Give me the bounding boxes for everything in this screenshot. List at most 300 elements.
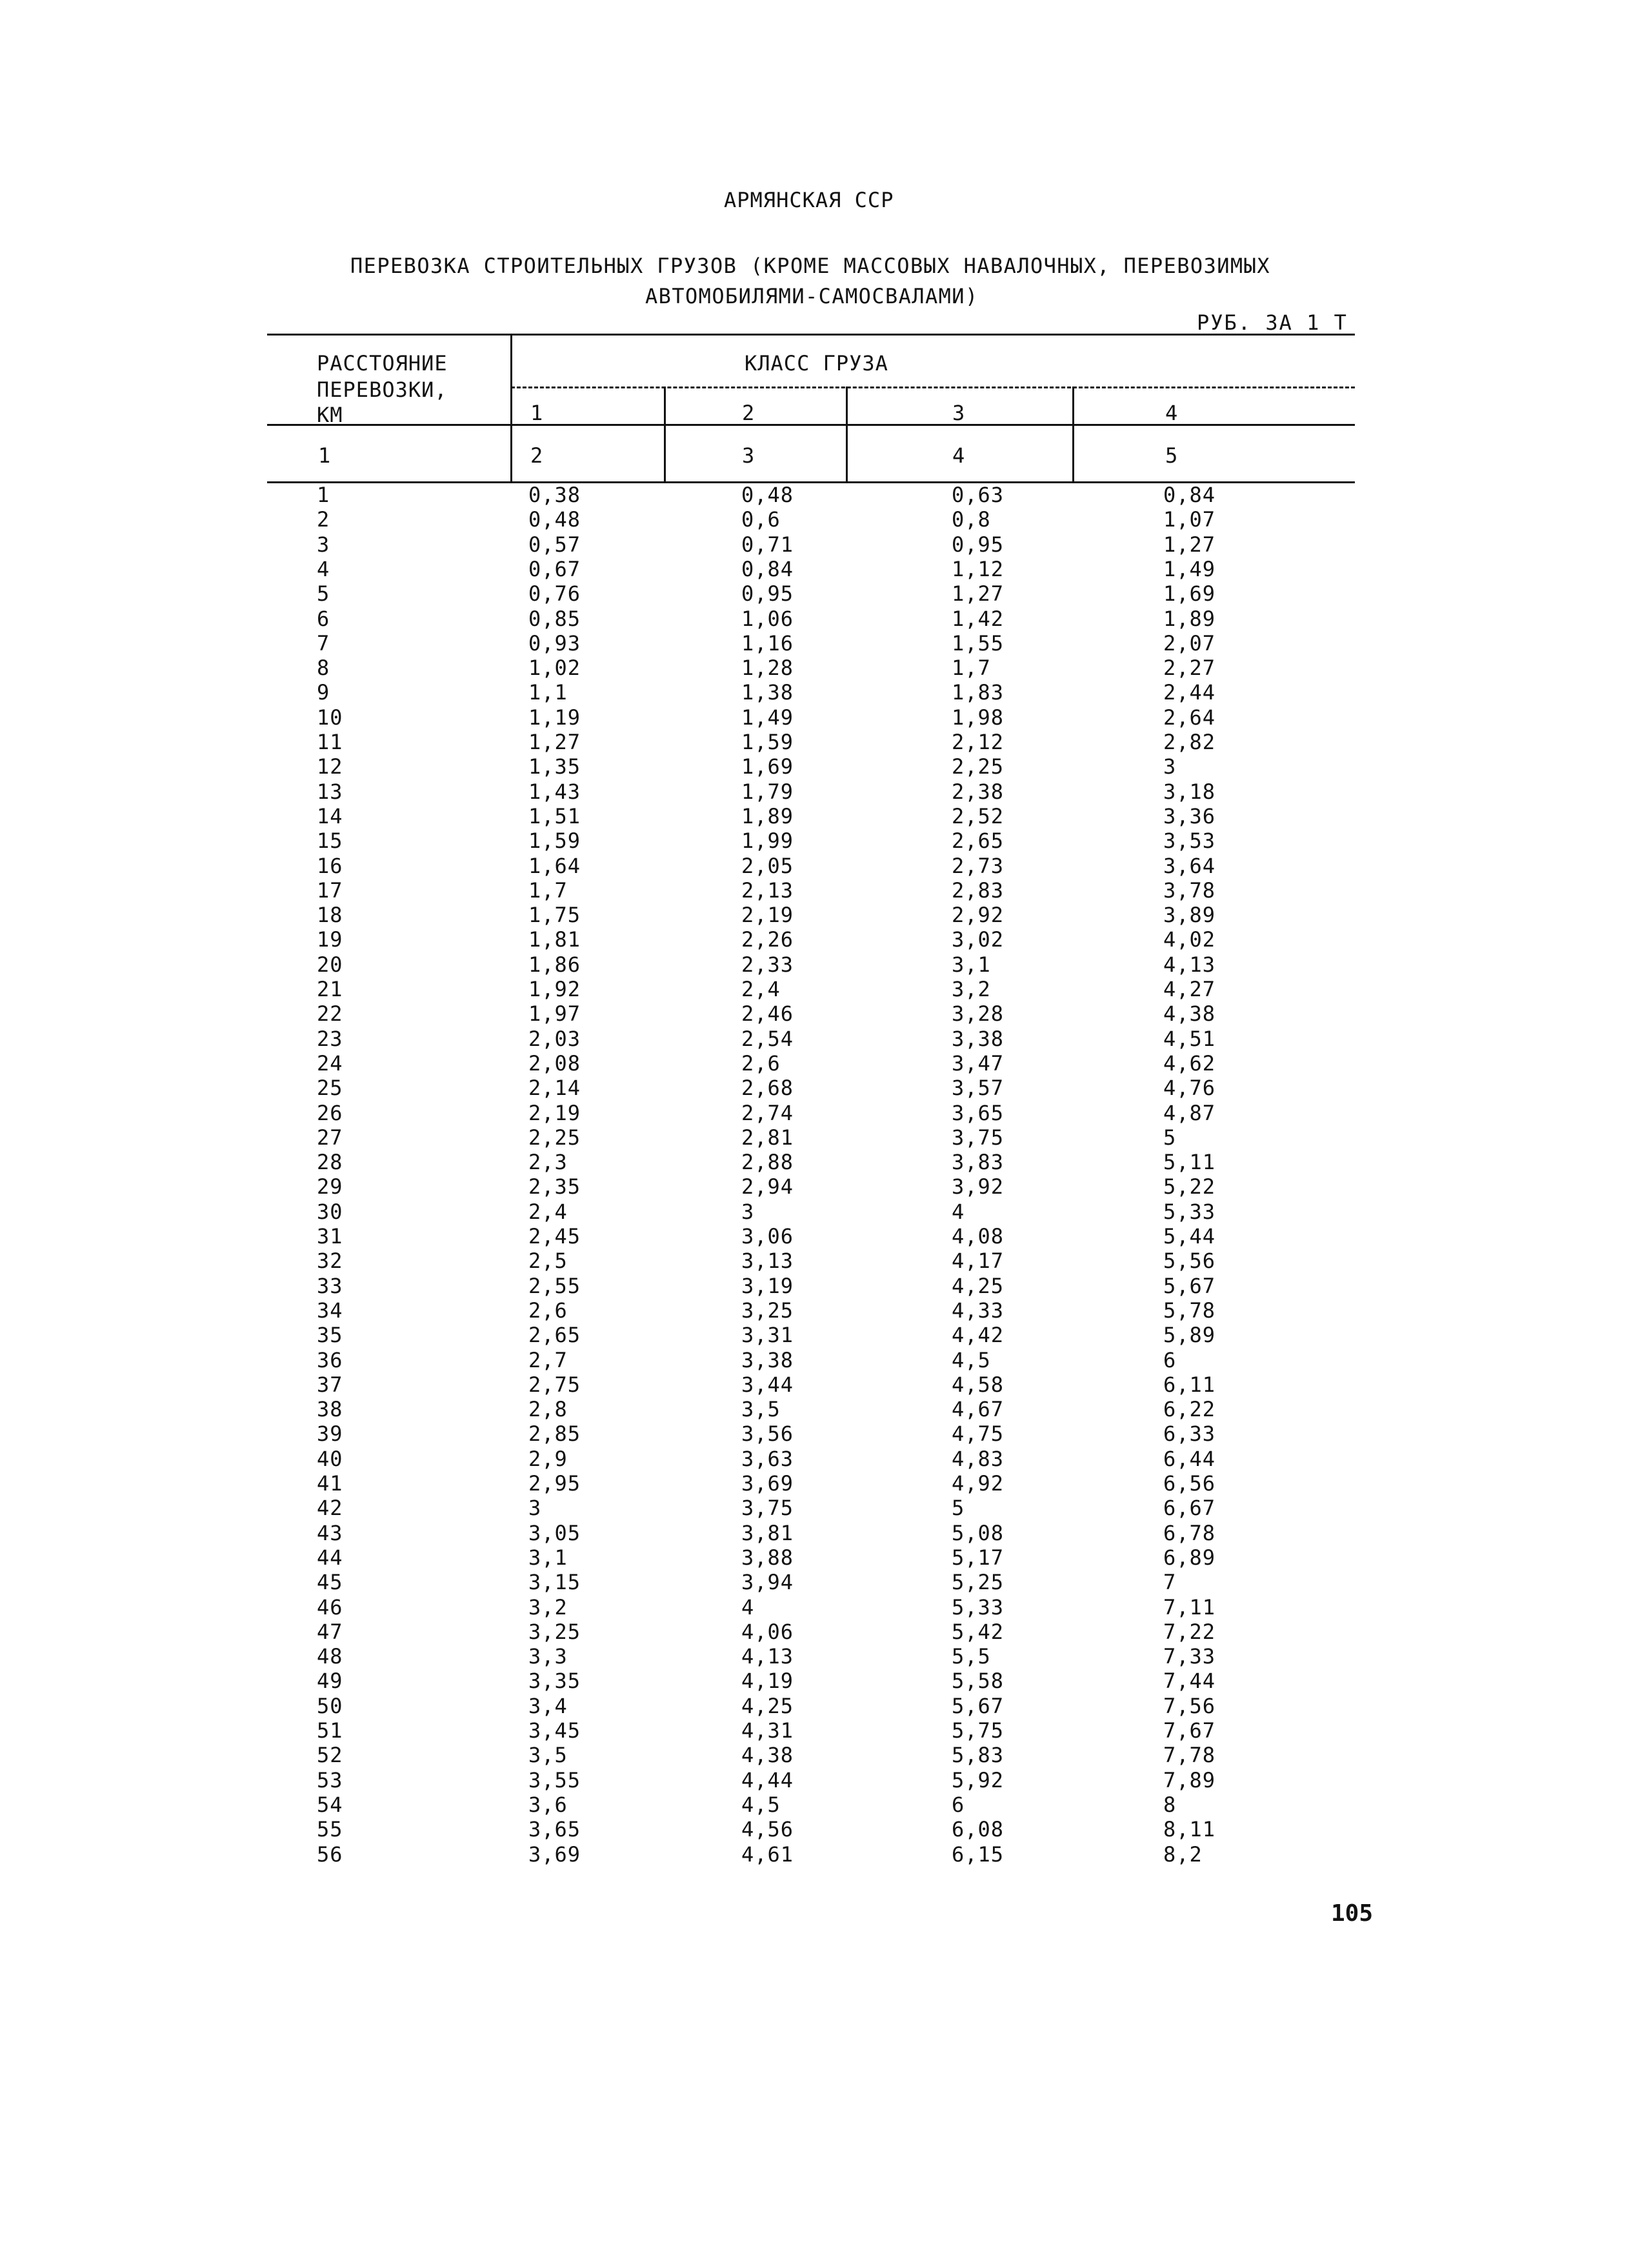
class-4-rate-cell: 5,89 [1163, 1323, 1216, 1348]
class-3-rate-cell: 3,2 [952, 977, 991, 1001]
class-3-rate-cell: 2,25 [952, 754, 1005, 779]
distance-cell: 44 [317, 1545, 343, 1570]
class-3-rate-cell: 5,67 [952, 1693, 1005, 1718]
class-2-rate-cell: 3,31 [741, 1323, 794, 1348]
class-3-rate-cell: 4,92 [952, 1471, 1005, 1496]
table-row [0, 1570, 1651, 1594]
table-row [0, 1249, 1651, 1273]
table-top-rule [267, 334, 1355, 336]
table-row [0, 1545, 1651, 1570]
class-1-rate-cell: 3,2 [528, 1594, 568, 1620]
class-3-rate-cell: 0,63 [952, 483, 1005, 507]
class-2-rate-cell: 1,49 [741, 705, 794, 730]
class-4-rate-cell: 6,33 [1163, 1421, 1216, 1447]
distance-cell: 21 [317, 977, 343, 1001]
class-1-rate-cell: 2,3 [528, 1150, 568, 1175]
class-4-rate-cell: 6,44 [1163, 1446, 1216, 1471]
distance-cell: 38 [317, 1397, 343, 1422]
class-1-rate-cell: 3,55 [528, 1767, 581, 1792]
class-4-rate-cell: 7,89 [1163, 1767, 1216, 1792]
table-row [0, 1372, 1651, 1397]
class-2-rate-cell: 3,75 [741, 1496, 794, 1521]
class-2-rate-cell: 0,84 [741, 556, 794, 581]
class-1-rate-cell: 2,6 [528, 1298, 568, 1323]
distance-cell: 37 [317, 1372, 343, 1397]
distance-cell: 35 [317, 1323, 343, 1348]
class-3-rate-cell: 4,75 [952, 1421, 1005, 1447]
column-number-3: 3 [742, 443, 755, 468]
page-number: 105 [1331, 1900, 1374, 1927]
class-2-rate-cell: 1,16 [741, 630, 794, 656]
class-1-rate-cell: 2,19 [528, 1100, 581, 1125]
class-2-rate-cell: 4,19 [741, 1669, 794, 1694]
distance-cell: 4 [317, 556, 330, 581]
table-row [0, 754, 1651, 779]
distance-cell: 55 [317, 1817, 343, 1842]
distance-cell: 23 [317, 1026, 343, 1051]
class-4-rate-cell: 7,78 [1163, 1743, 1216, 1768]
class-3-rate-cell: 6,08 [952, 1817, 1005, 1842]
class-3-rate-cell: 5,92 [952, 1767, 1005, 1792]
class-1-rate-cell: 3,4 [528, 1693, 568, 1718]
class-3-rate-cell: 5,42 [952, 1619, 1005, 1644]
class-2-rate-cell: 3,94 [741, 1570, 794, 1595]
distance-cell: 41 [317, 1471, 343, 1496]
class-4-rate-cell: 4,51 [1163, 1026, 1216, 1051]
distance-cell: 42 [317, 1496, 343, 1521]
class-2-rate-cell: 4,56 [741, 1817, 794, 1842]
class-1-rate-cell: 1,02 [528, 656, 581, 681]
class-2-rate-cell: 3,06 [741, 1224, 794, 1249]
table-row [0, 1348, 1651, 1372]
distance-cell: 30 [317, 1199, 343, 1224]
table-row [0, 1842, 1651, 1867]
class-4-rate-cell: 2,44 [1163, 680, 1216, 705]
document-title-line-1: ПЕРЕВОЗКА СТРОИТЕЛЬНЫХ ГРУЗОВ (КРОМЕ МАССОВЫХ НАВАЛОЧНЫХ, ПЕРЕВОЗИМЫХ [350, 254, 1270, 278]
class-2-rate-cell: 3,56 [741, 1421, 794, 1447]
class-4-rate-cell: 5,33 [1163, 1199, 1216, 1224]
class-1-rate-cell: 3,6 [528, 1792, 568, 1817]
class-3-rate-cell: 3,28 [952, 1001, 1005, 1027]
distance-cell: 45 [317, 1570, 343, 1595]
class-2-rate-cell: 4,13 [741, 1644, 794, 1669]
class-2-rate-cell: 1,28 [741, 656, 794, 681]
class-2-rate-cell: 3,38 [741, 1347, 794, 1372]
class-1-rate-cell: 0,93 [528, 630, 581, 656]
distance-cell: 13 [317, 779, 343, 804]
class-2-rate-cell: 1,69 [741, 754, 794, 779]
class-3-rate-cell: 2,38 [952, 779, 1005, 804]
class-label-4: 4 [1165, 401, 1179, 425]
class-3-rate-cell: 5,75 [952, 1718, 1005, 1743]
table-row [0, 1323, 1651, 1347]
class-2-rate-cell: 2,13 [741, 878, 794, 903]
table-row [0, 878, 1651, 903]
class-1-rate-cell: 2,75 [528, 1372, 581, 1397]
class-4-rate-cell: 3 [1163, 754, 1177, 779]
table-row [0, 1421, 1651, 1446]
class-1-rate-cell: 1,7 [528, 878, 568, 903]
distance-cell: 24 [317, 1050, 343, 1076]
class-3-rate-cell: 5,83 [952, 1743, 1005, 1768]
table-row [0, 828, 1651, 853]
distance-cell: 47 [317, 1619, 343, 1644]
column-number-4: 4 [952, 443, 966, 468]
unit-label: РУБ. ЗА 1 Т [1197, 310, 1348, 335]
table-row [0, 1817, 1651, 1841]
table-row [0, 631, 1651, 656]
distance-cell: 10 [317, 705, 343, 730]
class-3-rate-cell: 6,15 [952, 1841, 1005, 1867]
table-row [0, 656, 1651, 680]
class-4-rate-cell: 5,44 [1163, 1224, 1216, 1249]
class-4-rate-cell: 6,56 [1163, 1471, 1216, 1496]
distance-cell: 40 [317, 1446, 343, 1471]
class-4-rate-cell: 6,67 [1163, 1496, 1216, 1521]
class-4-rate-cell: 4,62 [1163, 1050, 1216, 1076]
class-1-rate-cell: 2,55 [528, 1273, 581, 1298]
class-1-rate-cell: 2,4 [528, 1199, 568, 1224]
class-2-rate-cell: 2,54 [741, 1026, 794, 1051]
cargo-class-header: КЛАСС ГРУЗА [745, 351, 888, 376]
class-label-3: 3 [952, 401, 966, 425]
class-2-rate-cell: 4,44 [741, 1767, 794, 1792]
distance-cell: 50 [317, 1693, 343, 1718]
class-4-rate-cell: 6,11 [1163, 1372, 1216, 1397]
class-4-rate-cell: 3,78 [1163, 878, 1216, 903]
class-2-rate-cell: 2,88 [741, 1150, 794, 1175]
class-4-rate-cell: 3,53 [1163, 828, 1216, 854]
class-1-rate-cell: 0,38 [528, 483, 581, 507]
class-2-rate-cell: 1,89 [741, 803, 794, 828]
distance-cell: 1 [317, 483, 330, 507]
class-2-rate-cell: 4,38 [741, 1743, 794, 1768]
class-2-rate-cell: 3,25 [741, 1298, 794, 1323]
class-2-rate-cell: 0,71 [741, 532, 794, 557]
table-row [0, 1125, 1651, 1150]
class-1-rate-cell: 3,25 [528, 1619, 581, 1644]
class-3-rate-cell: 3,57 [952, 1076, 1005, 1101]
class-3-rate-cell: 5,17 [952, 1545, 1005, 1570]
class-2-rate-cell: 0,95 [741, 581, 794, 607]
distance-cell: 51 [317, 1718, 343, 1743]
distance-cell: 36 [317, 1347, 343, 1372]
class-1-rate-cell: 2,25 [528, 1125, 581, 1150]
class-1-rate-cell: 3,65 [528, 1817, 581, 1842]
distance-cell: 33 [317, 1273, 343, 1298]
table-row [0, 1496, 1651, 1520]
distance-cell: 39 [317, 1421, 343, 1447]
distance-cell: 43 [317, 1520, 343, 1545]
class-3-rate-cell: 1,98 [952, 705, 1005, 730]
class-2-rate-cell: 3,44 [741, 1372, 794, 1397]
class-3-rate-cell: 4,33 [952, 1298, 1005, 1323]
table-row [0, 1768, 1651, 1792]
class-2-rate-cell: 2,33 [741, 952, 794, 977]
class-4-rate-cell: 8 [1163, 1792, 1177, 1817]
class-2-rate-cell: 3,88 [741, 1545, 794, 1570]
distance-cell: 20 [317, 952, 343, 977]
table-row [0, 1792, 1651, 1817]
distance-cell: 16 [317, 853, 343, 878]
table-row [0, 1224, 1651, 1249]
class-2-rate-cell: 2,94 [741, 1174, 794, 1199]
class-4-rate-cell: 7,56 [1163, 1693, 1216, 1718]
class-4-rate-cell: 5 [1163, 1125, 1177, 1150]
table-row [0, 680, 1651, 705]
class-4-rate-cell: 2,27 [1163, 656, 1216, 681]
distance-cell: 27 [317, 1125, 343, 1150]
table-row [0, 1076, 1651, 1100]
class-3-rate-cell: 5,08 [952, 1520, 1005, 1545]
class-2-rate-cell: 4,31 [741, 1718, 794, 1743]
class-1-rate-cell: 2,03 [528, 1026, 581, 1051]
class-4-rate-cell: 3,64 [1163, 853, 1216, 878]
class-2-rate-cell: 4,5 [741, 1792, 781, 1817]
table-row [0, 1743, 1651, 1767]
table-row [0, 483, 1651, 507]
class-divider-2-3 [846, 386, 848, 483]
class-4-rate-cell: 4,76 [1163, 1076, 1216, 1101]
class-1-rate-cell: 3 [528, 1496, 542, 1521]
class-1-rate-cell: 1,86 [528, 952, 581, 977]
distance-cell: 25 [317, 1076, 343, 1101]
class-1-rate-cell: 1,1 [528, 680, 568, 705]
class-1-rate-cell: 2,9 [528, 1446, 568, 1471]
region-title: АРМЯНСКАЯ ССР [724, 188, 894, 212]
class-4-rate-cell: 6 [1163, 1347, 1177, 1372]
class-label-2: 2 [742, 401, 755, 425]
table-row [0, 1471, 1651, 1496]
class-2-rate-cell: 2,6 [741, 1050, 781, 1076]
distance-cell: 14 [317, 803, 343, 828]
class-4-rate-cell: 8,11 [1163, 1817, 1216, 1842]
table-row [0, 1694, 1651, 1718]
class-4-rate-cell: 4,38 [1163, 1001, 1216, 1027]
distance-cell: 17 [317, 878, 343, 903]
class-4-rate-cell: 7 [1163, 1570, 1177, 1595]
class-4-rate-cell: 4,27 [1163, 977, 1216, 1001]
class-1-rate-cell: 0,76 [528, 581, 581, 607]
distance-cell: 5 [317, 581, 330, 607]
class-2-rate-cell: 0,48 [741, 483, 794, 507]
distance-cell: 8 [317, 656, 330, 681]
class-4-rate-cell: 7,22 [1163, 1619, 1216, 1644]
distance-cell: 29 [317, 1174, 343, 1199]
distance-cell: 53 [317, 1767, 343, 1792]
class-1-rate-cell: 3,69 [528, 1841, 581, 1867]
class-4-rate-cell: 2,82 [1163, 730, 1216, 754]
distance-cell: 3 [317, 532, 330, 557]
class-4-rate-cell: 1,07 [1163, 507, 1216, 532]
class-3-rate-cell: 2,73 [952, 853, 1005, 878]
class-3-rate-cell: 4,08 [952, 1224, 1005, 1249]
class-1-rate-cell: 0,67 [528, 556, 581, 581]
table-row [0, 977, 1651, 1001]
class-4-rate-cell: 7,11 [1163, 1594, 1216, 1620]
table-row [0, 1447, 1651, 1471]
class-1-rate-cell: 2,8 [528, 1397, 568, 1422]
class-2-rate-cell: 3,5 [741, 1397, 781, 1422]
class-4-rate-cell: 5,11 [1163, 1150, 1216, 1175]
class-3-rate-cell: 1,12 [952, 556, 1005, 581]
class-4-rate-cell: 5,78 [1163, 1298, 1216, 1323]
table-row [0, 779, 1651, 804]
distance-cell: 28 [317, 1150, 343, 1175]
class-1-rate-cell: 2,08 [528, 1050, 581, 1076]
class-3-rate-cell: 5,58 [952, 1669, 1005, 1694]
table-row [0, 952, 1651, 977]
class-1-rate-cell: 2,95 [528, 1471, 581, 1496]
class-4-rate-cell: 0,84 [1163, 483, 1216, 507]
class-1-rate-cell: 0,57 [528, 532, 581, 557]
class-4-rate-cell: 1,27 [1163, 532, 1216, 557]
class-3-rate-cell: 4 [952, 1199, 965, 1224]
distance-cell: 6 [317, 606, 330, 631]
class-4-rate-cell: 6,78 [1163, 1520, 1216, 1545]
class-2-rate-cell: 2,05 [741, 853, 794, 878]
class-1-rate-cell: 1,35 [528, 754, 581, 779]
class-3-rate-cell: 2,83 [952, 878, 1005, 903]
class-4-rate-cell: 4,13 [1163, 952, 1216, 977]
class-divider-1-2 [664, 386, 666, 483]
table-row [0, 854, 1651, 878]
class-3-rate-cell: 6 [952, 1792, 965, 1817]
class-2-rate-cell: 3,13 [741, 1249, 794, 1274]
class-1-rate-cell: 3,1 [528, 1545, 568, 1570]
table-row [0, 1669, 1651, 1693]
class-4-rate-cell: 1,69 [1163, 581, 1216, 607]
class-3-rate-cell: 3,83 [952, 1150, 1005, 1175]
class-1-rate-cell: 2,65 [528, 1323, 581, 1348]
class-1-rate-cell: 1,81 [528, 927, 581, 952]
class-2-rate-cell: 4 [741, 1594, 755, 1620]
class-1-rate-cell: 0,48 [528, 507, 581, 532]
class-4-rate-cell: 6,89 [1163, 1545, 1216, 1570]
class-4-rate-cell: 6,22 [1163, 1397, 1216, 1422]
class-3-rate-cell: 2,12 [952, 730, 1005, 754]
distance-cell: 11 [317, 730, 343, 754]
table-row [0, 1595, 1651, 1620]
class-2-rate-cell: 4,25 [741, 1693, 794, 1718]
class-3-rate-cell: 0,95 [952, 532, 1005, 557]
distance-cell: 48 [317, 1644, 343, 1669]
distance-cell: 26 [317, 1100, 343, 1125]
distance-header-line-1: РАССТОЯНИЕ [317, 351, 448, 376]
class-2-rate-cell: 1,59 [741, 730, 794, 754]
distance-cell: 31 [317, 1224, 343, 1249]
class-3-rate-cell: 3,38 [952, 1026, 1005, 1051]
column-number-1: 1 [318, 443, 332, 468]
class-3-rate-cell: 4,67 [952, 1397, 1005, 1422]
class-1-rate-cell: 1,19 [528, 705, 581, 730]
class-2-rate-cell: 1,99 [741, 828, 794, 854]
class-3-rate-cell: 3,75 [952, 1125, 1005, 1150]
class-4-rate-cell: 1,49 [1163, 556, 1216, 581]
class-1-rate-cell: 2,14 [528, 1076, 581, 1101]
class-2-rate-cell: 2,81 [741, 1125, 794, 1150]
table-row [0, 1298, 1651, 1323]
class-3-rate-cell: 5 [952, 1496, 965, 1521]
class-4-rate-cell: 1,89 [1163, 606, 1216, 631]
distance-cell: 46 [317, 1594, 343, 1620]
distance-cell: 2 [317, 507, 330, 532]
table-row [0, 1027, 1651, 1051]
class-2-rate-cell: 0,6 [741, 507, 781, 532]
class-3-rate-cell: 1,55 [952, 630, 1005, 656]
class-header-dashed-rule [511, 386, 1355, 388]
column-number-2: 2 [530, 443, 544, 468]
class-2-rate-cell: 2,19 [741, 903, 794, 928]
class-1-rate-cell: 1,27 [528, 730, 581, 754]
class-4-rate-cell: 4,02 [1163, 927, 1216, 952]
table-row [0, 927, 1651, 952]
class-3-rate-cell: 5,25 [952, 1570, 1005, 1595]
class-3-rate-cell: 1,27 [952, 581, 1005, 607]
distance-cell: 54 [317, 1792, 343, 1817]
class-2-rate-cell: 2,74 [741, 1100, 794, 1125]
class-3-rate-cell: 2,65 [952, 828, 1005, 854]
header-bottom-rule [267, 424, 1355, 426]
table-row [0, 730, 1651, 754]
class-2-rate-cell: 1,06 [741, 606, 794, 631]
class-2-rate-cell: 4,06 [741, 1619, 794, 1644]
class-4-rate-cell: 3,89 [1163, 903, 1216, 928]
table-row [0, 1521, 1651, 1545]
distance-header-line-3: КМ [317, 403, 343, 427]
class-1-rate-cell: 3,5 [528, 1743, 568, 1768]
class-3-rate-cell: 0,8 [952, 507, 991, 532]
table-row [0, 557, 1651, 581]
class-3-rate-cell: 1,83 [952, 680, 1005, 705]
class-1-rate-cell: 2,85 [528, 1421, 581, 1447]
class-1-rate-cell: 1,43 [528, 779, 581, 804]
class-2-rate-cell: 1,38 [741, 680, 794, 705]
table-row [0, 1199, 1651, 1224]
class-1-rate-cell: 3,15 [528, 1570, 581, 1595]
class-2-rate-cell: 2,26 [741, 927, 794, 952]
class-3-rate-cell: 3,47 [952, 1050, 1005, 1076]
class-4-rate-cell: 3,36 [1163, 803, 1216, 828]
class-4-rate-cell: 7,33 [1163, 1644, 1216, 1669]
table-row [0, 1644, 1651, 1669]
distance-cell: 32 [317, 1249, 343, 1274]
class-4-rate-cell: 8,2 [1163, 1841, 1203, 1867]
class-3-rate-cell: 3,02 [952, 927, 1005, 952]
distance-cell: 56 [317, 1841, 343, 1867]
class-1-rate-cell: 2,35 [528, 1174, 581, 1199]
class-1-rate-cell: 1,97 [528, 1001, 581, 1027]
class-1-rate-cell: 1,51 [528, 803, 581, 828]
class-1-rate-cell: 2,45 [528, 1224, 581, 1249]
class-1-rate-cell: 3,05 [528, 1520, 581, 1545]
distance-cell: 19 [317, 927, 343, 952]
distance-cell: 34 [317, 1298, 343, 1323]
class-1-rate-cell: 1,64 [528, 853, 581, 878]
class-1-rate-cell: 1,59 [528, 828, 581, 854]
class-3-rate-cell: 4,17 [952, 1249, 1005, 1274]
class-4-rate-cell: 7,44 [1163, 1669, 1216, 1694]
class-3-rate-cell: 4,5 [952, 1347, 991, 1372]
class-1-rate-cell: 2,7 [528, 1347, 568, 1372]
class-2-rate-cell: 3 [741, 1199, 755, 1224]
class-3-rate-cell: 1,7 [952, 656, 991, 681]
table-row [0, 1051, 1651, 1076]
class-2-rate-cell: 3,69 [741, 1471, 794, 1496]
column-number-5: 5 [1165, 443, 1179, 468]
distance-cell: 49 [317, 1669, 343, 1694]
table-row [0, 1274, 1651, 1298]
